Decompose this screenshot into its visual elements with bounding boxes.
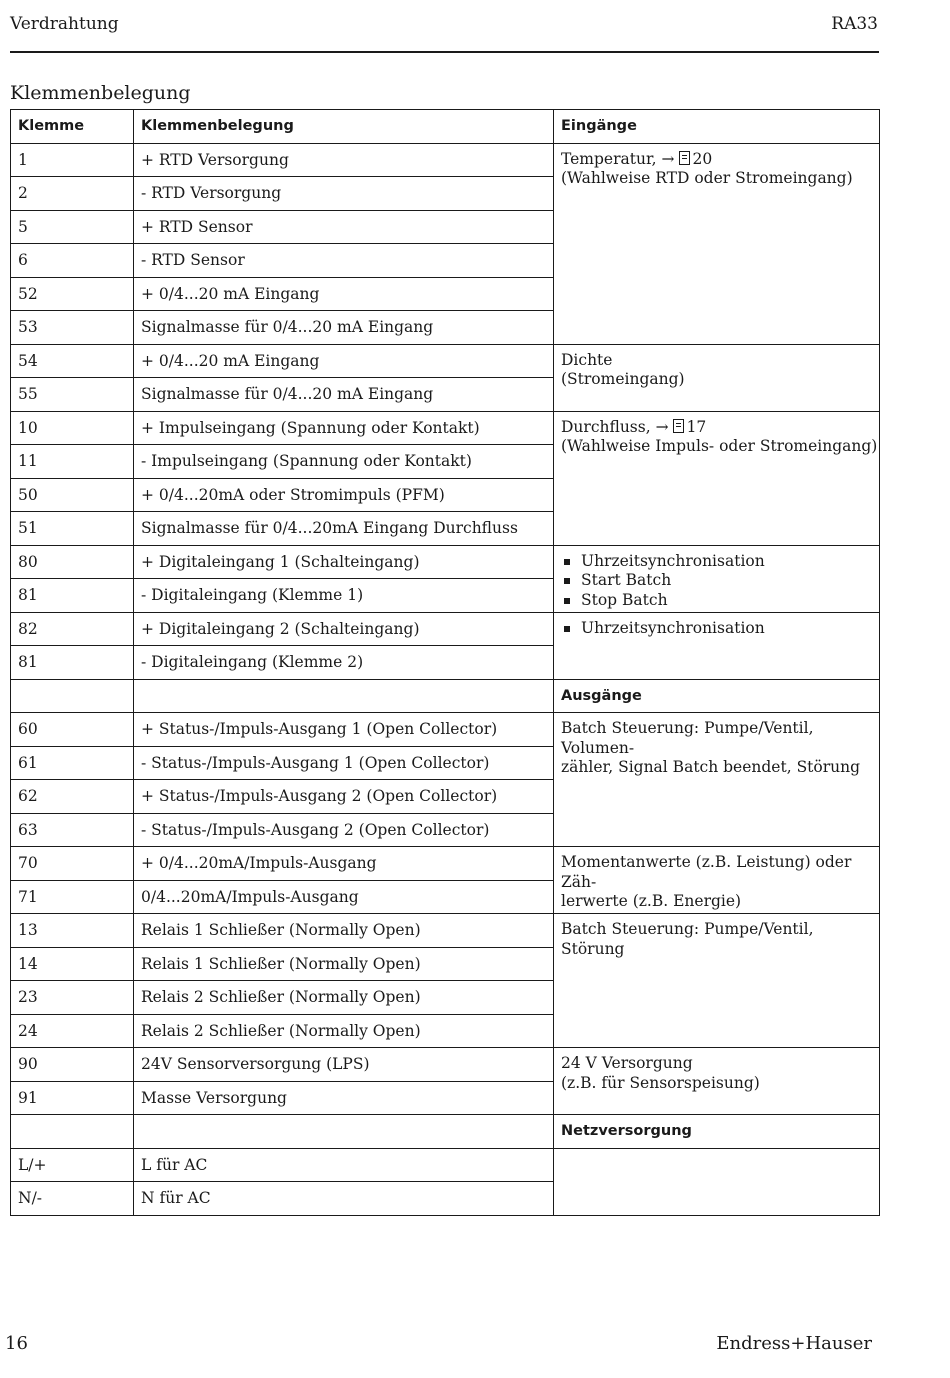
terminal-cell: 70: [11, 847, 134, 881]
terminal-cell: 24: [11, 1014, 134, 1048]
list-item: Stop Batch: [561, 591, 879, 611]
assignment-cell: - Status-/Impuls-Ausgang 2 (Open Collector): [134, 813, 554, 847]
table-row: [11, 612, 880, 646]
group-analog-output-line2: lerwerte (z.B. Energie): [561, 892, 742, 910]
bullet-icon: [564, 559, 570, 565]
terminal-cell: 82: [11, 612, 134, 646]
table-row: [11, 713, 880, 747]
terminal-cell: 71: [11, 880, 134, 914]
terminal-cell: 63: [11, 813, 134, 847]
table-row: [11, 1048, 880, 1082]
terminal-cell: 51: [11, 512, 134, 546]
bullet-icon: [564, 578, 570, 584]
terminal-cell: 54: [11, 344, 134, 378]
assignment-cell: Signalmasse für 0/4...20 mA Eingang: [134, 378, 554, 412]
group-density-line1: Dichte: [561, 350, 613, 369]
group-digital-input-1: [554, 545, 880, 612]
assignment-cell: 24V Sensorversorgung (LPS): [134, 1048, 554, 1082]
outputs-heading: Ausgänge: [554, 679, 880, 713]
assignment-cell: L für AC: [134, 1148, 554, 1182]
group-analog-output: [554, 847, 880, 914]
group-flow-line1: Durchfluss, → 17: [561, 417, 707, 436]
table-row: [11, 411, 880, 445]
assignment-cell: + 0/4...20mA/Impuls-Ausgang: [134, 847, 554, 881]
terminal-cell: 52: [11, 277, 134, 311]
subheader-row: [11, 1115, 880, 1149]
group-density: [554, 344, 880, 411]
group-temperature-line2: (Wahlweise RTD oder Stromeingang): [561, 169, 853, 187]
assignment-cell: - RTD Versorgung: [134, 177, 554, 211]
subheader-row: [11, 679, 880, 713]
terminal-cell: 90: [11, 1048, 134, 1082]
assignment-cell: - Digitaleingang (Klemme 2): [134, 646, 554, 680]
column-header-inputs: Eingänge: [554, 110, 880, 144]
assignment-cell: + RTD Sensor: [134, 210, 554, 244]
assignment-cell: + Digitaleingang 2 (Schalteingang): [134, 612, 554, 646]
terminal-cell: 81: [11, 646, 134, 680]
assignment-cell: Relais 1 Schließer (Normally Open): [134, 947, 554, 981]
header-product-name: RA33: [831, 14, 878, 34]
terminal-cell: N/-: [11, 1182, 134, 1216]
table-row: [11, 914, 880, 948]
terminal-cell: [11, 679, 134, 713]
header-rule: [10, 51, 879, 53]
terminal-cell: 5: [11, 210, 134, 244]
page-number: 16: [5, 1333, 28, 1354]
assignment-cell: + 0/4...20 mA Eingang: [134, 277, 554, 311]
list-item: Start Batch: [561, 571, 879, 591]
assignment-cell: - Digitaleingang (Klemme 1): [134, 579, 554, 613]
terminal-cell: 80: [11, 545, 134, 579]
assignment-cell: + Status-/Impuls-Ausgang 1 (Open Collector): [134, 713, 554, 747]
terminal-cell: 61: [11, 746, 134, 780]
assignment-cell: - Status-/Impuls-Ausgang 1 (Open Collector): [134, 746, 554, 780]
assignment-cell: Relais 2 Schließer (Normally Open): [134, 981, 554, 1015]
mains-heading: Netzversorgung: [554, 1115, 880, 1149]
assignment-cell: + 0/4...20 mA Eingang: [134, 344, 554, 378]
assignment-cell: [134, 679, 554, 713]
group-status-outputs-line2: zähler, Signal Batch beendet, Störung: [561, 758, 861, 776]
table-row: [11, 545, 880, 579]
assignment-cell: 0/4...20mA/Impuls-Ausgang: [134, 880, 554, 914]
assignment-cell: Signalmasse für 0/4...20 mA Eingang: [134, 311, 554, 345]
group-status-outputs-line1: Batch Steuerung: Pumpe/Ventil, Volumen-: [561, 719, 814, 757]
group-temperature-line1: Temperatur, → 20: [561, 149, 713, 168]
list-item: Uhrzeitsynchronisation: [561, 552, 879, 572]
assignment-cell: + 0/4...20mA oder Stromimpuls (PFM): [134, 478, 554, 512]
group-supply: [554, 1048, 880, 1115]
terminal-cell: [11, 1115, 134, 1149]
terminal-cell: 91: [11, 1081, 134, 1115]
group-flow: [554, 411, 880, 545]
group-relays-line1: Batch Steuerung: Pumpe/Ventil, Störung: [561, 920, 814, 958]
terminal-cell: 2: [11, 177, 134, 211]
page-title: Klemmenbelegung: [10, 82, 191, 104]
table-row: [11, 344, 880, 378]
terminal-cell: 55: [11, 378, 134, 412]
terminal-cell: 62: [11, 780, 134, 814]
group-status-outputs: [554, 713, 880, 847]
assignment-cell: Relais 2 Schließer (Normally Open): [134, 1014, 554, 1048]
terminal-cell: 23: [11, 981, 134, 1015]
list-item: Uhrzeitsynchronisation: [561, 619, 879, 639]
header-section-title: Verdrahtung: [10, 14, 119, 34]
terminal-cell: 6: [11, 244, 134, 278]
group-density-line2: (Stromeingang): [561, 370, 685, 388]
assignment-cell: [134, 1115, 554, 1149]
group-digital-input-2: [554, 612, 880, 679]
terminal-cell: 1: [11, 143, 134, 177]
terminal-cell: 50: [11, 478, 134, 512]
bullet-list: [561, 552, 879, 611]
group-flow-line2: (Wahlweise Impuls- oder Stromeingang): [561, 437, 878, 455]
group-supply-line2: (z.B. für Sensorspeisung): [561, 1073, 760, 1092]
assignment-cell: Signalmasse für 0/4...20mA Eingang Durchfluss: [134, 512, 554, 546]
assignment-cell: + RTD Versorgung: [134, 143, 554, 177]
bullet-icon: [564, 626, 570, 632]
assignment-cell: - Impulseingang (Spannung oder Kontakt): [134, 445, 554, 479]
assignment-cell: - RTD Sensor: [134, 244, 554, 278]
group-temperature: [554, 143, 880, 344]
page-reference-number: 17: [686, 417, 707, 436]
assignment-cell: Relais 1 Schließer (Normally Open): [134, 914, 554, 948]
column-header-assignment: Klemmenbelegung: [134, 110, 554, 144]
assignment-cell: N für AC: [134, 1182, 554, 1216]
terminal-cell: 14: [11, 947, 134, 981]
table-row: [11, 143, 880, 177]
column-header-terminal: Klemme: [11, 110, 134, 144]
page-reference-icon: [679, 151, 690, 165]
brand-name: Endress+Hauser: [716, 1333, 872, 1354]
terminal-cell: L/+: [11, 1148, 134, 1182]
group-mains: [554, 1148, 880, 1215]
table-header-row: [11, 110, 880, 144]
group-relays: [554, 914, 880, 1048]
assignment-cell: + Impulseingang (Spannung oder Kontakt): [134, 411, 554, 445]
terminal-cell: 81: [11, 579, 134, 613]
group-supply-line1: 24 V Versorgung: [561, 1054, 693, 1072]
terminal-cell: 11: [11, 445, 134, 479]
bullet-list: [561, 619, 879, 639]
assignment-cell: Masse Versorgung: [134, 1081, 554, 1115]
group-analog-output-line1: Momentanwerte (z.B. Leistung) oder Zäh-: [561, 853, 852, 891]
assignment-cell: + Digitaleingang 1 (Schalteingang): [134, 545, 554, 579]
page-reference-number: 20: [692, 149, 713, 168]
bullet-icon: [564, 598, 570, 604]
terminal-cell: 10: [11, 411, 134, 445]
terminal-assignment-table: [10, 109, 880, 1216]
assignment-cell: + Status-/Impuls-Ausgang 2 (Open Collector): [134, 780, 554, 814]
terminal-cell: 13: [11, 914, 134, 948]
table-row: [11, 1148, 880, 1182]
page-reference-icon: [673, 419, 684, 433]
terminal-cell: 53: [11, 311, 134, 345]
terminal-cell: 60: [11, 713, 134, 747]
table-row: [11, 847, 880, 881]
